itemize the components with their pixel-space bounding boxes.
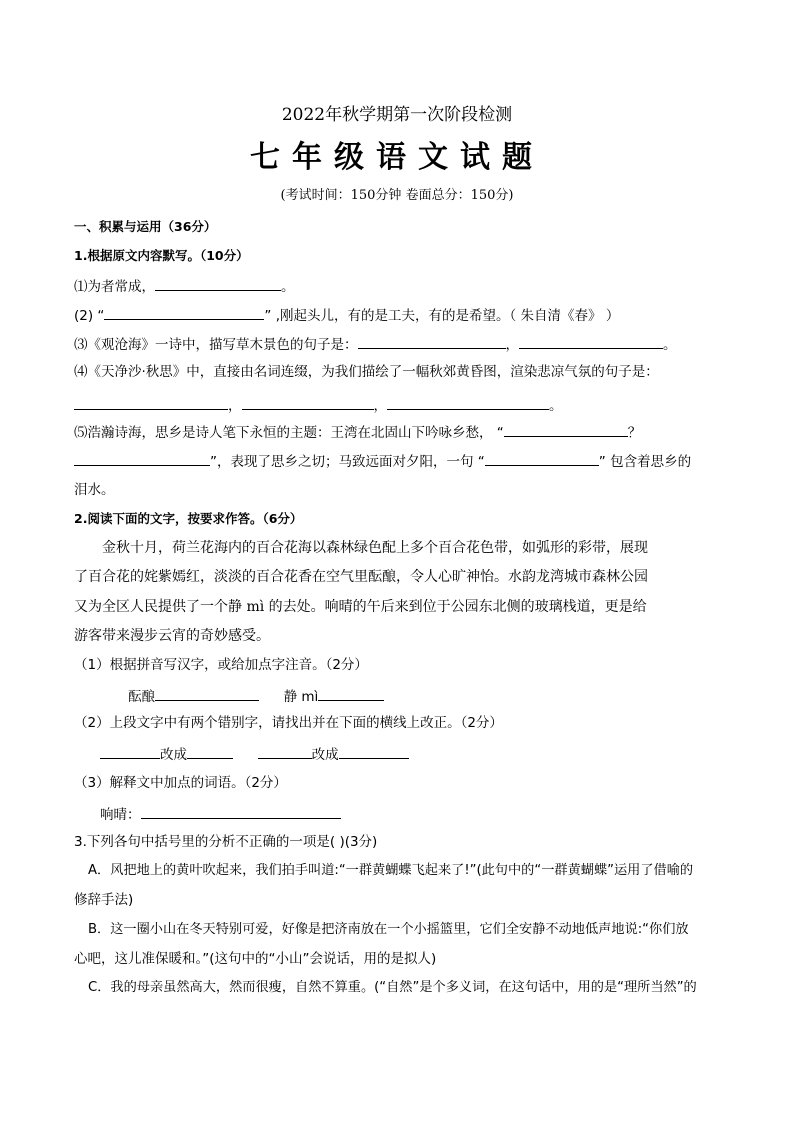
exam-info: (考试时间：150分钟 卷面总分：150分) xyxy=(280,188,514,203)
q1-item4-line1: ⑷《天净沙·秋思》中，直接由名词连缀，为我们描绘了一幅秋郊黄昏图，渲染悲凉气氛的句子是： xyxy=(74,364,659,380)
q1-item5-qmark: ？ xyxy=(627,425,642,441)
answer-blank[interactable] xyxy=(318,686,384,701)
q3-heading: 3.下列各句中括号里的分析不正确的一项是( )(3分) xyxy=(74,834,378,850)
q2-heading: 2.阅读下面的文字，按要求作答。（6分） xyxy=(74,511,303,526)
q1-item2 xyxy=(74,305,619,325)
answer-blank[interactable] xyxy=(358,334,506,349)
q3-option-b-line2: 心吧，这儿准保暖和。”(这句中的“小山”会说话，用的是拟人) xyxy=(74,951,437,967)
answer-blank[interactable] xyxy=(387,395,549,410)
answer-blank[interactable] xyxy=(258,744,312,759)
word-jingmi: 静 mì xyxy=(283,689,319,705)
answer-blank[interactable] xyxy=(242,395,374,410)
q1-heading: 1.根据原文内容默写。（10分） xyxy=(74,248,249,263)
q2-sub1-answers xyxy=(128,686,384,706)
change-label: 改成 xyxy=(160,747,187,763)
passage-line: 又为全区人民提供了一个静 mì 的去处。响晴的午后来到位于公园东北侧的玻璃栈道，更是给 xyxy=(74,599,647,615)
answer-blank[interactable] xyxy=(74,451,210,466)
word-yunniang: 酝酿 xyxy=(128,689,155,705)
q2-sub1: （1）根据拼音写汉字，或给加点字注音。（2分） xyxy=(74,657,368,673)
q2-sub3: （3）解释文中加点的词语。（2分） xyxy=(74,775,287,791)
q3-option-a-line2: 修辞手法) xyxy=(74,892,134,908)
q1-item1 xyxy=(74,276,295,296)
change-label: 改成 xyxy=(311,747,339,763)
q1-item1-suffix: 。 xyxy=(281,279,295,295)
q1-item3-suffix: 。 xyxy=(663,337,677,353)
q1-item5-line2 xyxy=(74,451,691,471)
exam-title: 七年级语文试题 xyxy=(250,140,544,175)
q1-item4-line2 xyxy=(74,395,563,415)
answer-blank[interactable] xyxy=(141,804,341,819)
q2-sub3-answer xyxy=(100,804,341,824)
answer-blank[interactable] xyxy=(155,686,259,701)
passage-line: 金秋十月，荷兰花海内的百合花海以森林绿色配上多个百合花色带，如弧形的彩带，展现 xyxy=(102,540,648,556)
q1-item1-prefix: ⑴为者常成， xyxy=(74,279,155,295)
passage-line: 了百合花的姹紫嫣红，淡淡的百合花香在空气里酝酿，令人心旷神怡。水韵龙湾城市森林公园 xyxy=(74,569,648,585)
answer-blank[interactable] xyxy=(74,395,228,410)
q1-item3-sep: ， xyxy=(505,337,519,353)
word-xiangqing: 响晴： xyxy=(100,807,141,823)
q1-item4-sep2: ， xyxy=(373,398,387,414)
q1-item5-line3: 泪水。 xyxy=(74,482,115,498)
q1-item5-mid: ”，表现了思乡之切；马致远面对夕阳，一句 “ xyxy=(210,454,485,470)
q1-item5-prefix: ⑸浩瀚诗海，思乡是诗人笔下永恒的主题：王湾在北固山下吟咏乡愁， “ xyxy=(74,425,504,441)
passage-line: 游客带来漫步云宵的奇妙感受。 xyxy=(74,628,270,644)
q1-item3-prefix: ⑶《观沧海》一诗中，描写草木景色的句子是： xyxy=(74,337,358,353)
answer-blank[interactable] xyxy=(504,422,628,437)
q3-option-a-line1: A．风把地上的黄叶吹起来，我们拍手叫道:“一群黄蝴蝶飞起来了!”(此句中的“一群黄蝴蝶”运用了借喻的 xyxy=(88,863,694,878)
answer-blank[interactable] xyxy=(100,744,160,759)
q1-item4-end: 。 xyxy=(549,398,563,414)
q1-item2-suffix: ” ,刚起头儿，有的是工夫，有的是希望。（ 朱自清《春》 ） xyxy=(264,308,620,324)
answer-blank[interactable] xyxy=(519,334,663,349)
exam-subtitle: 2022年秋学期第一次阶段检测 xyxy=(281,105,513,125)
answer-blank[interactable] xyxy=(155,276,281,291)
answer-blank[interactable] xyxy=(485,451,599,466)
q3-option-b-line1: B．这一圈小山在冬天特别可爱，好像是把济南放在一个小摇篮里，它们全安静不动地低声地说:“你们放 xyxy=(88,922,689,937)
q1-item5-suffix: ” 包含着思乡的 xyxy=(598,454,692,470)
q1-item4-sep1: ， xyxy=(228,398,242,414)
section-heading: 一、积累与运用（36分） xyxy=(74,219,217,234)
q2-sub2-answers xyxy=(100,744,409,764)
q2-sub2: （2）上段文字中有两个错别字，请找出并在下面的横线上改正。（2分） xyxy=(74,715,503,731)
answer-blank[interactable] xyxy=(104,305,264,320)
q1-item5-line1 xyxy=(74,422,641,442)
q3-option-c-line1: C．我的母亲虽然高大，然而很瘦，自然不算重。(“自然”是个多义词，在这句话中，用的是“理所当然”的 xyxy=(88,980,697,995)
answer-blank[interactable] xyxy=(187,744,233,759)
answer-blank[interactable] xyxy=(339,744,409,759)
q1-item2-prefix: (2) “ xyxy=(74,308,105,324)
q1-item3 xyxy=(74,334,677,354)
